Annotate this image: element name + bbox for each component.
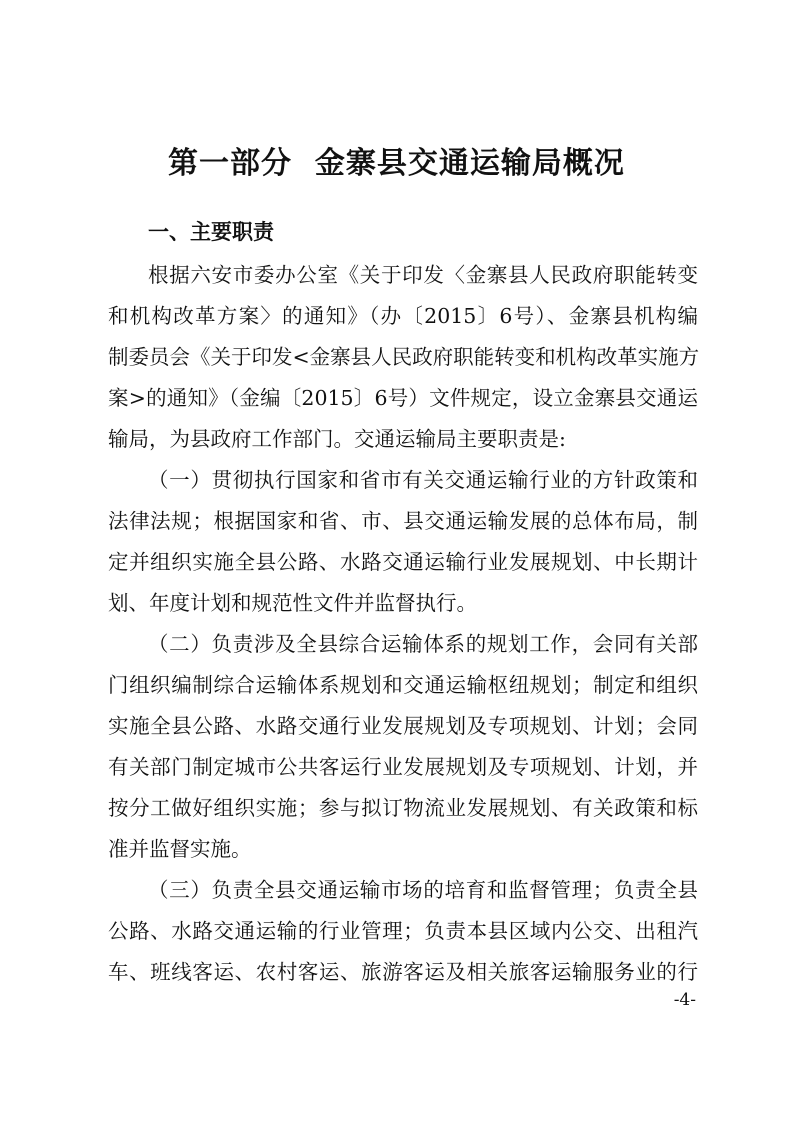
text-line: 实施全县公路、水路交通行业发展规划及专项规划、计划；会同 bbox=[108, 714, 698, 738]
text-line: 公路、水路交通运输的行业管理；负责本县区域内公交、出租汽 bbox=[108, 919, 698, 943]
paragraph bbox=[108, 624, 698, 870]
page-number: -4- bbox=[673, 990, 696, 1010]
text-line: 根据六安市委办公室《关于印发〈金寨县人民政府职能转变 bbox=[148, 263, 698, 287]
text-line: 定并组织实施全县公路、水路交通运输行业发展规划、中长期计 bbox=[108, 550, 698, 574]
paragraph bbox=[108, 460, 698, 624]
paragraph bbox=[108, 870, 698, 993]
page-title: 第一部分 金寨县交通运输局概况 bbox=[168, 146, 625, 181]
text-line: 门组织编制综合运输体系规划和交通运输枢纽规划；制定和组织 bbox=[108, 673, 698, 697]
text-line: 车、班线客运、农村客运、旅游客运及相关旅客运输服务业的行 bbox=[108, 960, 698, 984]
section-heading: 一、主要职责 bbox=[148, 220, 274, 244]
text-line: （一）贯彻执行国家和省市有关交通运输行业的方针政策和 bbox=[148, 468, 698, 492]
text-line: 划、年度计划和规范性文件并监督执行。 bbox=[108, 591, 477, 615]
text-line: （二）负责涉及全县综合运输体系的规划工作，会同有关部 bbox=[148, 632, 698, 656]
text-line: 输局，为县政府工作部门。交通运输局主要职责是: bbox=[108, 427, 566, 451]
text-line: 和机构改革方案〉的通知》（办〔2015〕6号）、金寨县机构编 bbox=[108, 304, 698, 328]
text-line: 准并监督实施。 bbox=[108, 837, 252, 861]
body-text bbox=[108, 255, 698, 993]
paragraph bbox=[108, 255, 698, 460]
text-line: 按分工做好组织实施；参与拟订物流业发展规划、有关政策和标 bbox=[108, 796, 698, 820]
text-line: 有关部门制定城市公共客运行业发展规划及专项规划、计划，并 bbox=[108, 755, 698, 779]
text-line: 法律法规；根据国家和省、市、县交通运输发展的总体布局，制 bbox=[108, 509, 698, 533]
text-line: 制委员会《关于印发<金寨县人民政府职能转变和机构改革实施方 bbox=[108, 345, 700, 369]
text-line: 案>的通知》（金编〔2015〕6号）文件规定，设立金寨县交通运 bbox=[108, 386, 698, 410]
text-line: （三）负责全县交通运输市场的培育和监督管理；负责全县 bbox=[148, 878, 698, 902]
